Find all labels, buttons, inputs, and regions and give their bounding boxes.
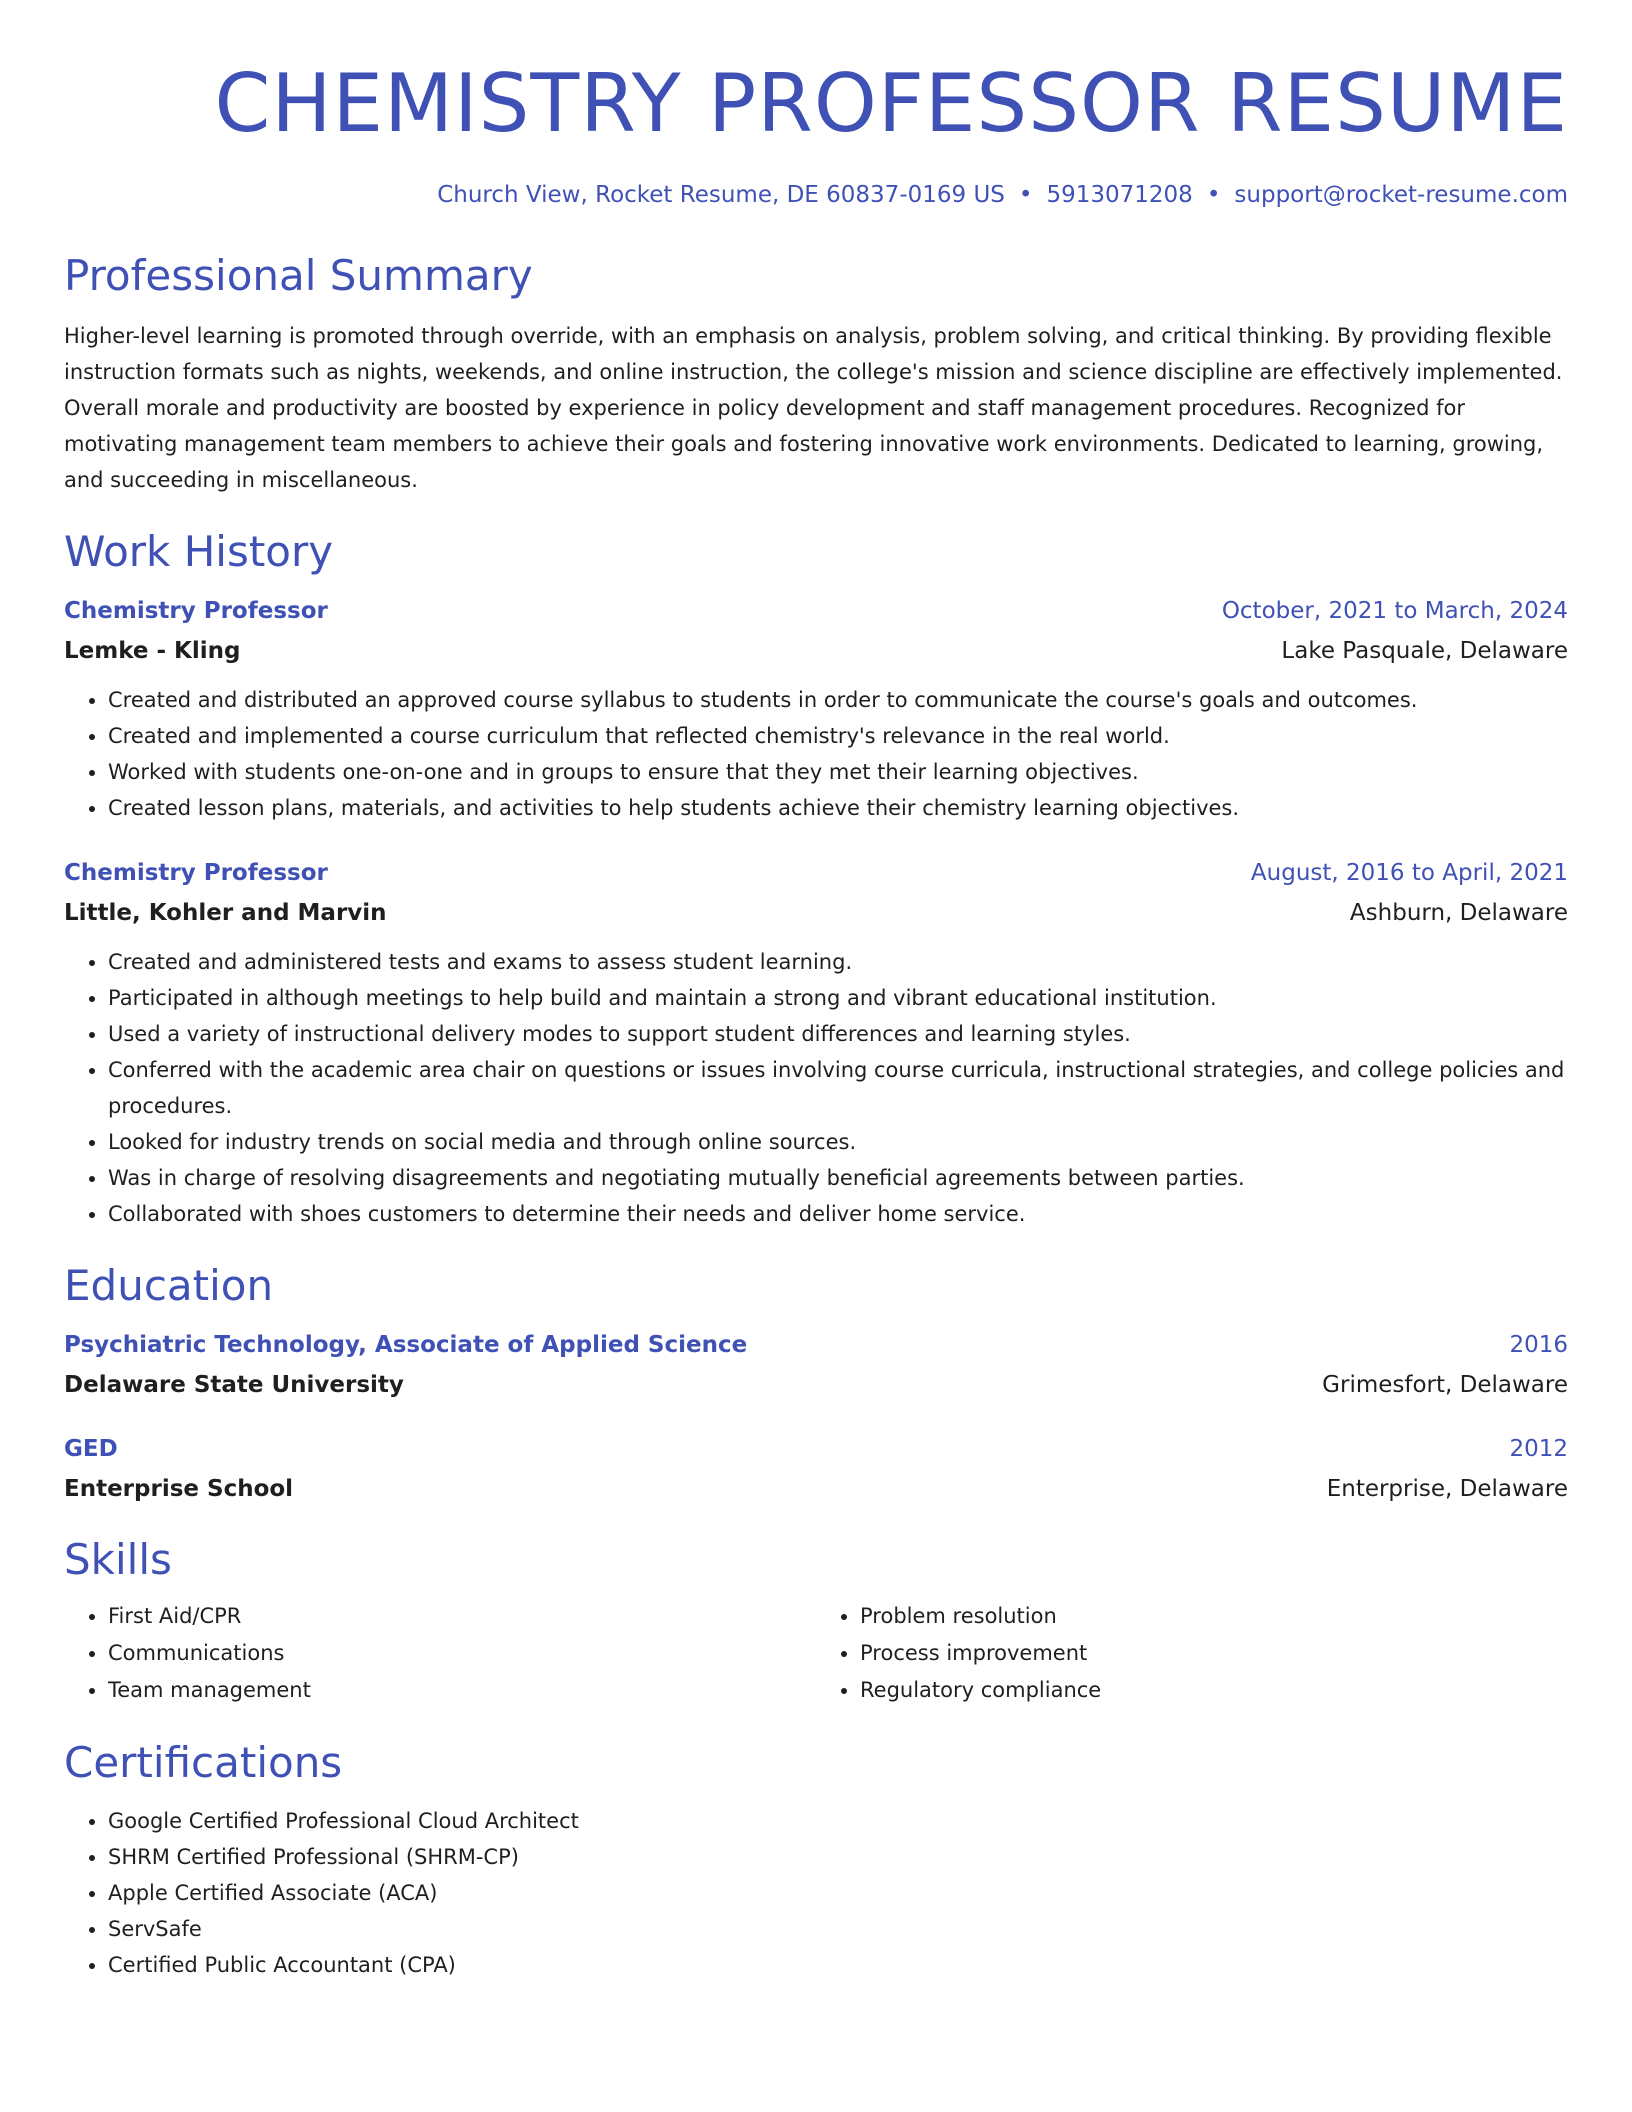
education-degree: Psychiatric Technology, Associate of Applied Science: [64, 1332, 748, 1358]
certifications-section: [64, 1737, 1568, 1983]
bullet-item: • Was in charge of resolving disagreements and negotiating mutually beneficial agreements between parties.: [108, 1160, 1568, 1196]
education-location: Enterprise, Delaware: [1326, 1476, 1568, 1502]
bullet-item: • Collaborated with shoes customers to determine their needs and deliver home service.: [108, 1196, 1568, 1232]
bullet-item: • Used a variety of instructional delivery modes to support student differences and learning styles.: [108, 1016, 1568, 1052]
certifications-heading: Certifications: [64, 1738, 343, 1787]
education-degree: GED: [64, 1436, 118, 1462]
contact-email[interactable]: support@rocket-resume.com: [1234, 182, 1568, 208]
contact-address: Church View, Rocket Resume, DE 60837-0169 US: [437, 182, 1005, 208]
job-entry: [64, 856, 1568, 1232]
education-heading: Education: [64, 1261, 274, 1310]
certification-item: • SHRM Certified Professional (SHRM-CP): [108, 1839, 1568, 1875]
job-location: Lake Pasquale, Delaware: [1281, 638, 1568, 664]
skill-item: • Communications: [108, 1635, 816, 1672]
skill-item: • Team management: [108, 1672, 816, 1709]
education-entry: [64, 1432, 1568, 1506]
job-entry: [64, 594, 1568, 826]
resume-title: CHEMISTRY PROFESSOR RESUME: [214, 57, 1568, 150]
skills-section: [64, 1534, 1568, 1709]
job-role: Chemistry Professor: [64, 860, 328, 886]
contact-line: [64, 180, 1568, 210]
contact-phone: 5913071208: [1046, 182, 1193, 208]
job-bullets: [64, 944, 1568, 1232]
bullet-item: • Worked with students one-on-one and in groups to ensure that they met their learning objectives.: [108, 754, 1568, 790]
bullet-item: • Created lesson plans, materials, and activities to help students achieve their chemistry learning objectives.: [108, 790, 1568, 826]
summary-heading: Professional Summary: [64, 251, 533, 300]
bullet-item: • Created and distributed an approved course syllabus to students in order to communicate the course's goals and outcomes.: [108, 682, 1568, 718]
work-history-heading: Work History: [64, 527, 334, 576]
contact-separator: •: [1018, 182, 1033, 208]
skills-heading: Skills: [64, 1535, 172, 1584]
job-company: Little, Kohler and Marvin: [64, 900, 387, 926]
skill-item: • Process improvement: [860, 1635, 1568, 1672]
summary-text: Higher-level learning is promoted through override, with an emphasis on analysis, problem solving, and critical thinking. By providing flexible instruction formats such as nights, weekends, and online instruction, the college's mission and science discipline are effectively implemented. Overall morale and productivity are boosted by experience in policy development and staff management procedures. Recognized for motivating management team members to achieve their goals and fostering innovative work environments. Dedicated to learning, growing, and succeeding in miscellaneous.: [64, 324, 1563, 492]
certification-item: • Google Certified Professional Cloud Architect: [108, 1803, 1568, 1839]
job-dates: August, 2016 to April, 2021: [1250, 860, 1568, 886]
certification-item: • Certified Public Accountant (CPA): [108, 1947, 1568, 1983]
bullet-item: • Participated in although meetings to help build and maintain a strong and vibrant educational institution.: [108, 980, 1568, 1016]
work-history-section: [64, 526, 1568, 1232]
job-company: Lemke - Kling: [64, 638, 241, 664]
job-location: Ashburn, Delaware: [1349, 900, 1568, 926]
contact-separator: •: [1206, 182, 1221, 208]
skill-item: • Problem resolution: [860, 1598, 1568, 1635]
bullet-item: • Conferred with the academic area chair on questions or issues involving course curricula, instructional strategies, and college policies and procedures.: [108, 1052, 1568, 1124]
certifications-list: [64, 1803, 1568, 1983]
bullet-item: • Looked for industry trends on social media and through online sources.: [108, 1124, 1568, 1160]
education-entry: [64, 1328, 1568, 1402]
education-location: Grimesfort, Delaware: [1322, 1372, 1568, 1398]
education-school: Enterprise School: [64, 1476, 294, 1502]
education-school: Delaware State University: [64, 1372, 404, 1398]
skills-right-list: [816, 1598, 1568, 1709]
education-section: [64, 1260, 1568, 1506]
skills-left-list: [64, 1598, 816, 1709]
bullet-item: • Created and administered tests and exams to assess student learning.: [108, 944, 1568, 980]
education-year: 2012: [1509, 1436, 1568, 1462]
skill-item: • Regulatory compliance: [860, 1672, 1568, 1709]
job-dates: October, 2021 to March, 2024: [1221, 598, 1568, 624]
certification-item: • ServSafe: [108, 1911, 1568, 1947]
skills-columns: [64, 1598, 1568, 1709]
skill-item: • First Aid/CPR: [108, 1598, 816, 1635]
job-bullets: [64, 682, 1568, 826]
bullet-item: • Created and implemented a course curriculum that reflected chemistry's relevance in the real world.: [108, 718, 1568, 754]
job-role: Chemistry Professor: [64, 598, 328, 624]
certification-item: • Apple Certified Associate (ACA): [108, 1875, 1568, 1911]
education-year: 2016: [1509, 1332, 1568, 1358]
